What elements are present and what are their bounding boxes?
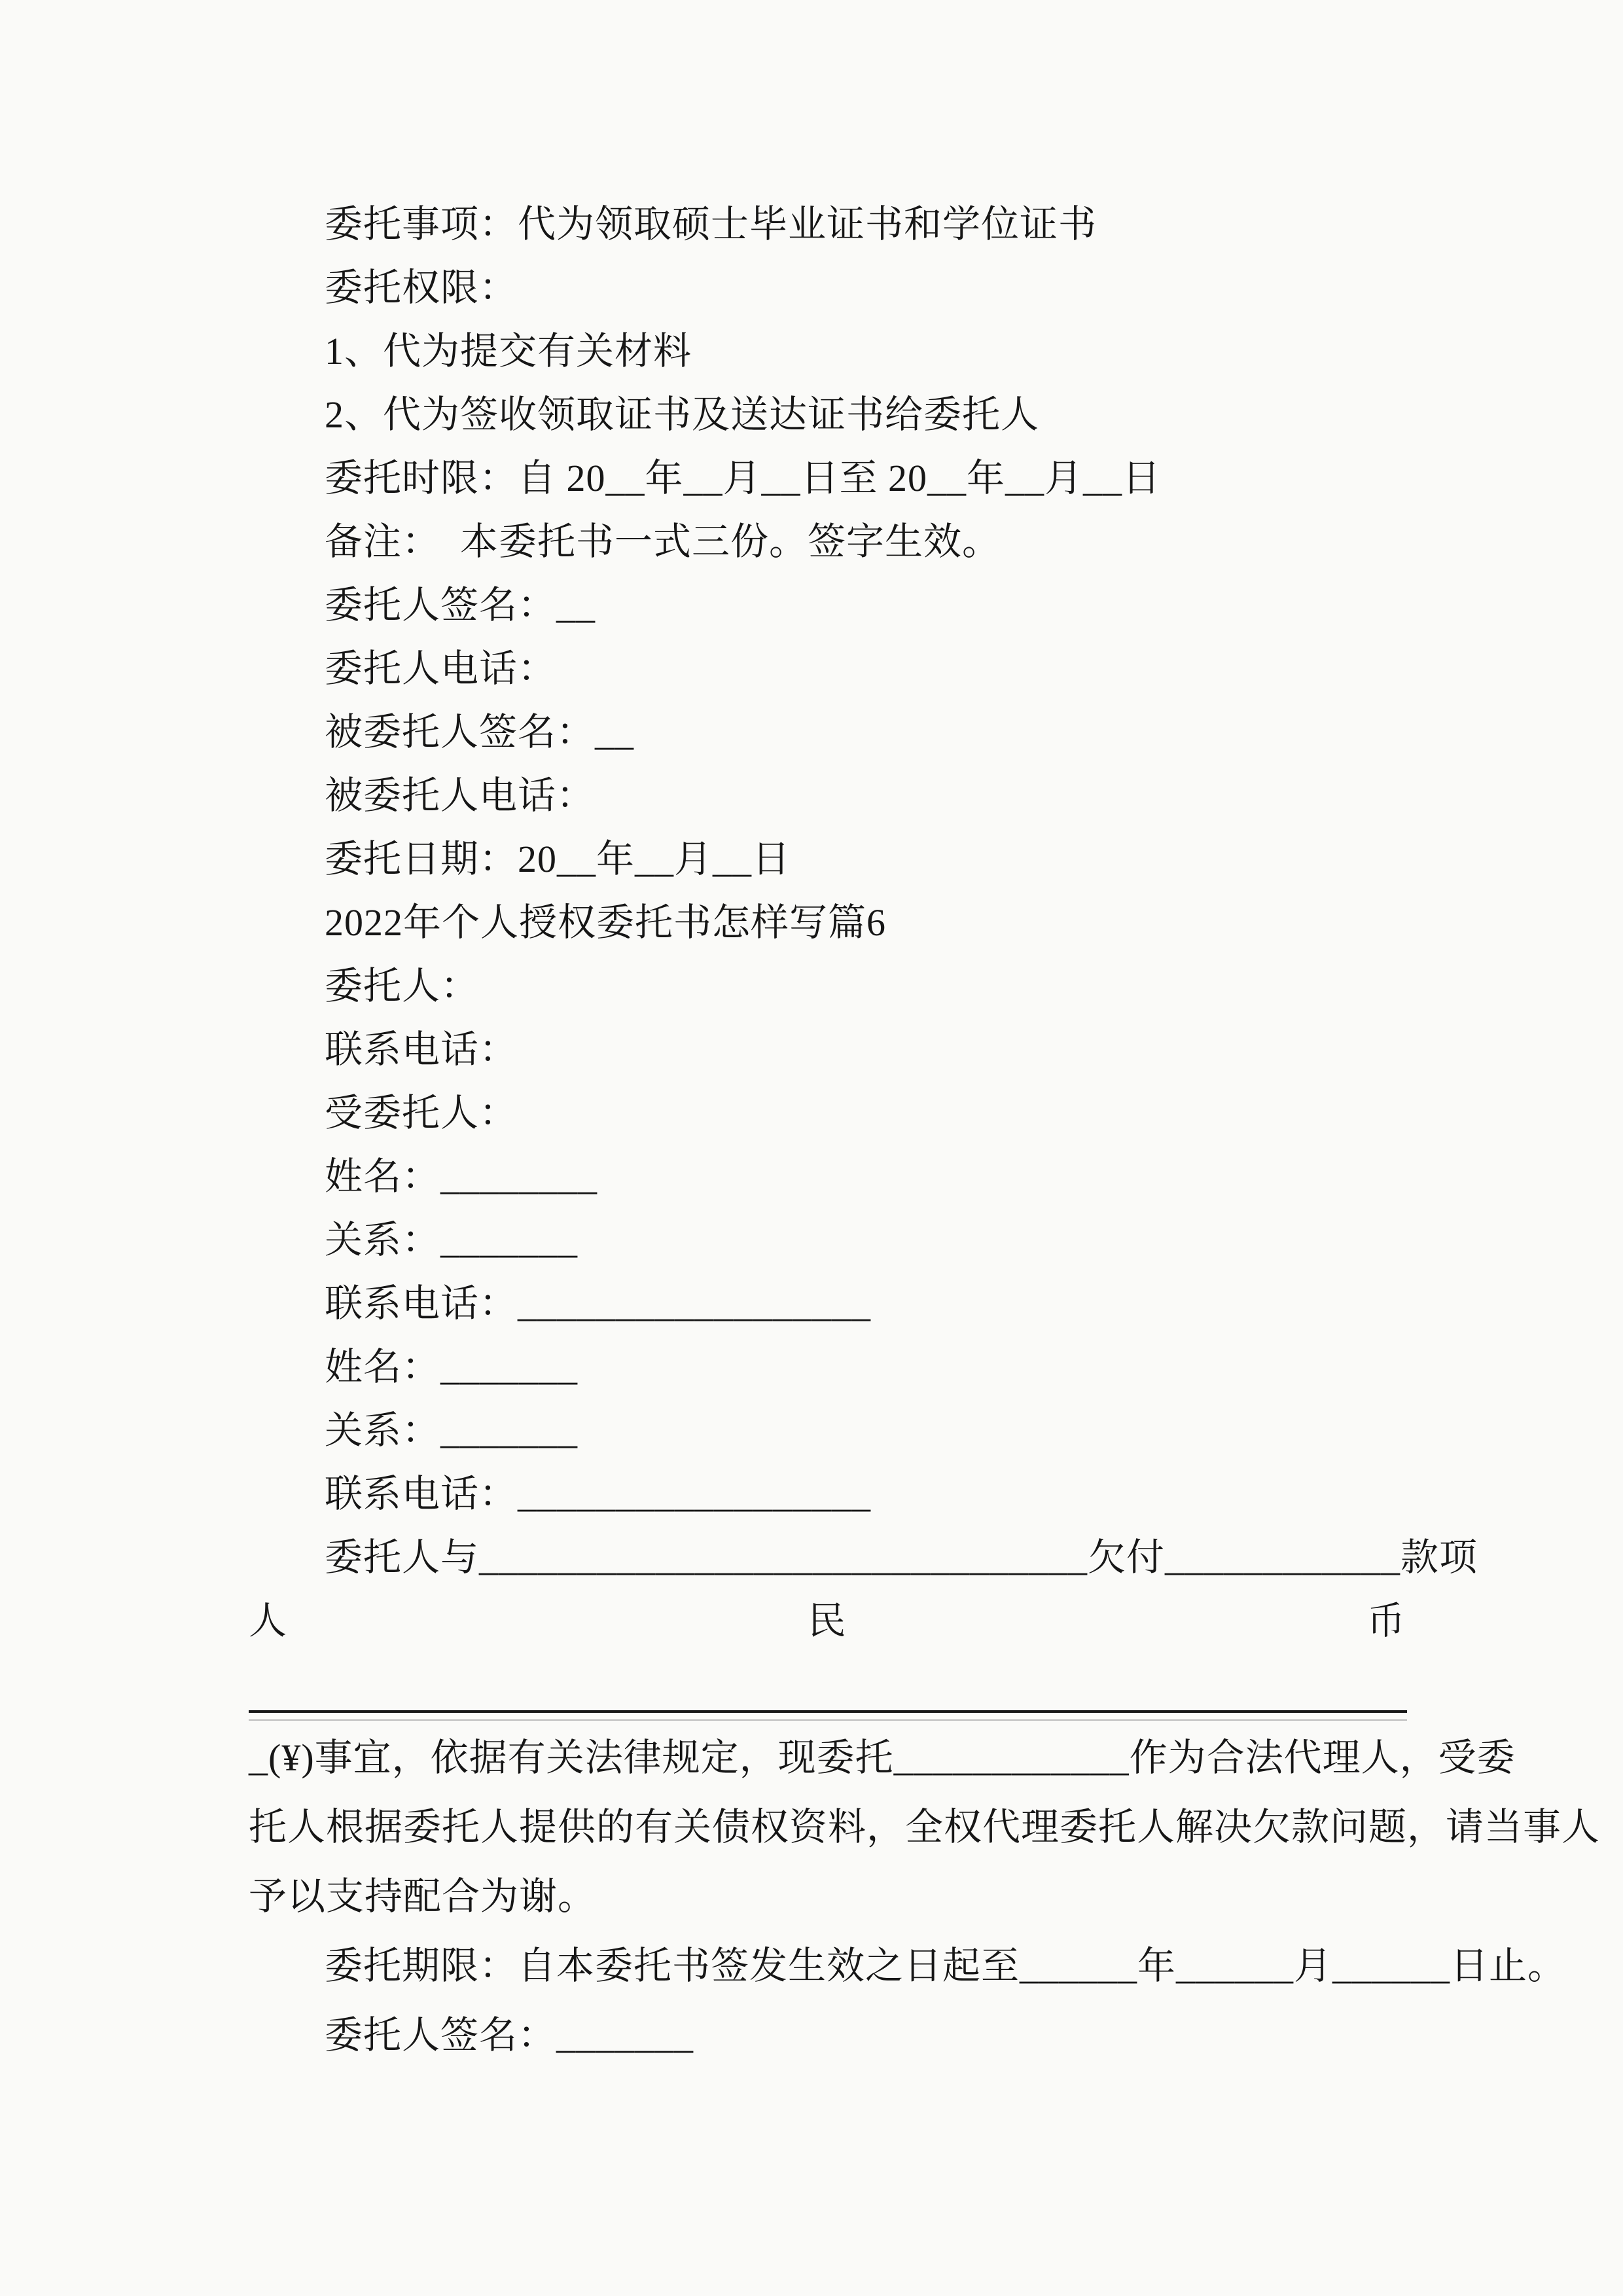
authority-item-1: 1、代为提交有关材料 — [325, 330, 692, 372]
relation-blank-line-2: 关系：_______ — [325, 1409, 579, 1452]
continuation-line-3: 予以支持配合为谢。 — [249, 1875, 597, 1918]
entrust-matter-line: 委托事项：代为领取硕士毕业证书和学位证书 — [325, 203, 1097, 245]
authority-item-2: 2、代为签收领取证书及送达证书给委托人 — [325, 393, 1040, 436]
entrusted-person-line: 受委托人： — [325, 1092, 518, 1134]
entrust-period-line: 委托时限：自 20__年__月__日至 20__年__月__日 — [325, 457, 1162, 499]
relation-blank-line: 关系：_______ — [325, 1219, 579, 1261]
principal-line: 委托人： — [325, 965, 480, 1007]
name-blank-line-2: 姓名：_______ — [325, 1346, 579, 1388]
justified-char: 人 — [249, 1600, 288, 1642]
name-blank-line: 姓名：________ — [325, 1155, 598, 1198]
agent-signature-line: 被委托人签名：__ — [325, 711, 635, 753]
contact-phone-line: 联系电话： — [325, 1028, 518, 1071]
final-signature-line: 委托人签名：_______ — [325, 2014, 694, 2056]
entrust-authority-line: 委托权限： — [325, 266, 518, 309]
rmb-justified-line — [249, 1589, 1407, 1653]
phone-blank-line: 联系电话：__________________ — [325, 1282, 872, 1325]
page-break-divider — [249, 1710, 1407, 1721]
phone-blank-line-2: 联系电话：__________________ — [325, 1473, 872, 1515]
document-content — [249, 0, 1601, 2070]
principal-phone-line: 委托人电话： — [325, 647, 557, 690]
continuation-line-1: _(¥)事宜，依据有关法律规定，现委托____________作为合法代理人，受委 — [249, 1736, 1516, 1779]
continuation-line-2: 托人根据委托人提供的有关债权资料，全权代理委托人解决欠款问题，请当事人 — [249, 1806, 1601, 1848]
agent-phone-line: 被委托人电话： — [325, 774, 596, 817]
section-heading: 2022年个人授权委托书怎样写篇6 — [325, 901, 887, 944]
entrust-date-line: 委托日期：20__年__月__日 — [325, 838, 791, 880]
validity-period-line: 委托期限：自本委托书签发生效之日起至______年______月______日止。 — [325, 1945, 1567, 1987]
debt-statement-line: 委托人与_______________________________欠付____________款项 — [325, 1536, 1478, 1579]
remark-line: 备注： 本委托书一式三份。签字生效。 — [325, 520, 1001, 563]
principal-signature-line: 委托人签名：__ — [325, 584, 596, 626]
justified-char: 币 — [1366, 1600, 1406, 1642]
justified-char: 民 — [808, 1600, 847, 1642]
